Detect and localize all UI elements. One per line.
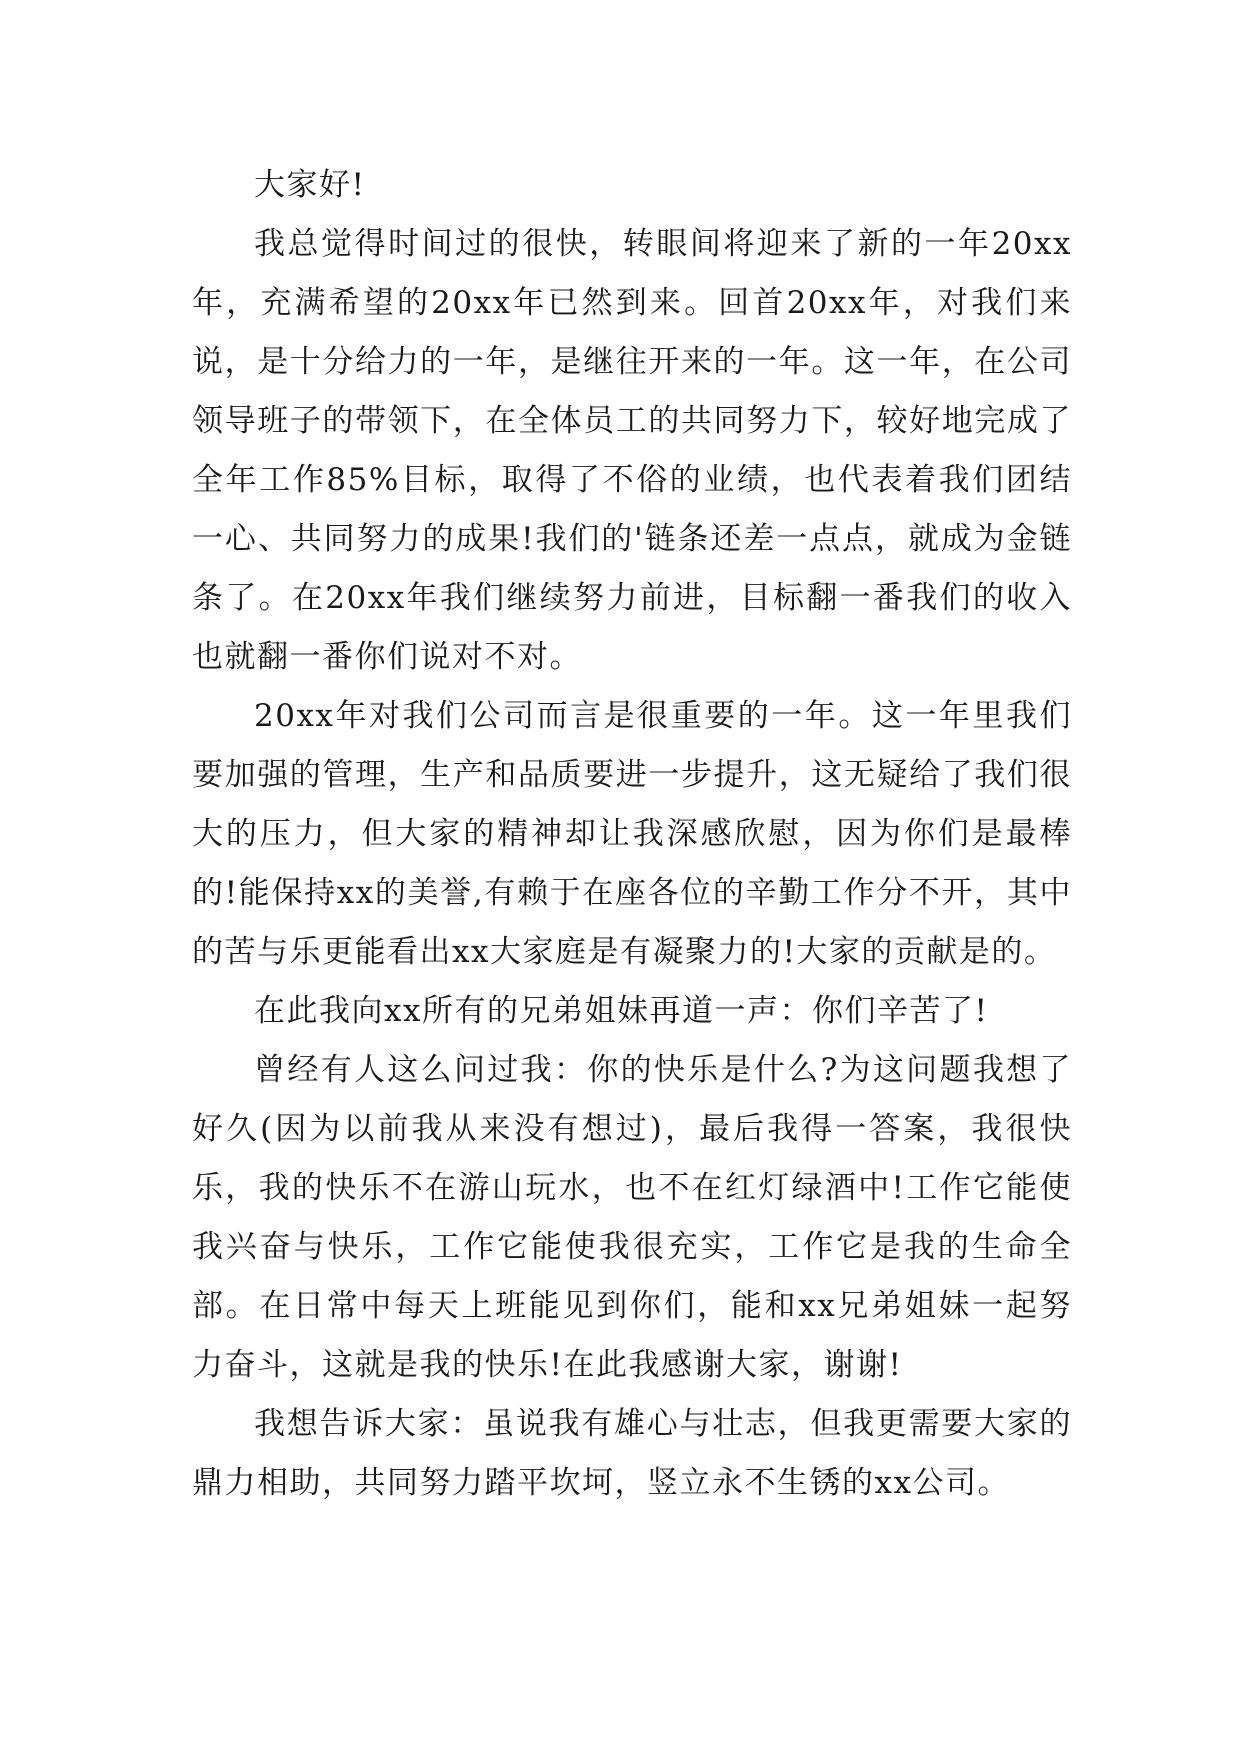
paragraph-year-review: 我总觉得时间过的很快，转眼间将迎来了新的一年20xx年，充满希望的20xx年已然到来。回首20xx年，对我们来说，是十分给力的一年，是继往开来的一年。这一年，在公司领导班子的带领下，在全体员工的共同努力下，较好地完成了全年工作85%目标，取得了不俗的业绩，也代表着我们团结一心、共同努力的成果!我们的'链条还差一点点，就成为金链条了。在20xx年我们继续努力前进，目标翻一番我们的收入也就翻一番你们说对不对。: [192, 226, 1072, 675]
paragraph-company-importance: 20xx年对我们公司而言是很重要的一年。这一年里我们要加强的管理，生产和品质要进一步提升，这无疑给了我们很大的压力，但大家的精神却让我深感欣慰，因为你们是最棒的!能保持xx的美誉,有赖于在座各位的辛勤工作分不开，其中的苦与乐更能看出xx大家庭是有凝聚力的!大家的贡献是的。: [192, 698, 1072, 970]
paragraph-happiness: 曾经有人这么问过我：你的快乐是什么?为这问题我想了好久(因为以前我从来没有想过)，最后我得一答案，我很快乐，我的快乐不在游山玩水，也不在红灯绿酒中!工作它能使我兴奋与快乐，工作它能使我很充实，工作它是我的生命全部。在日常中每天上班能见到你们，能和xx兄弟姐妹一起努力奋斗，这就是我的快乐!在此我感谢大家，谢谢!: [192, 1052, 1072, 1383]
paragraph-greeting: 大家好!: [254, 167, 366, 203]
paragraph-closing: 我想告诉大家：虽说我有雄心与壮志，但我更需要大家的鼎力相助，共同努力踏平坎坷，竖立永不生锈的xx公司。: [192, 1406, 1072, 1501]
paragraph-thanks: 在此我向xx所有的兄弟姐妹再道一声：你们辛苦了!: [254, 993, 989, 1029]
document-body: [192, 156, 1072, 1513]
